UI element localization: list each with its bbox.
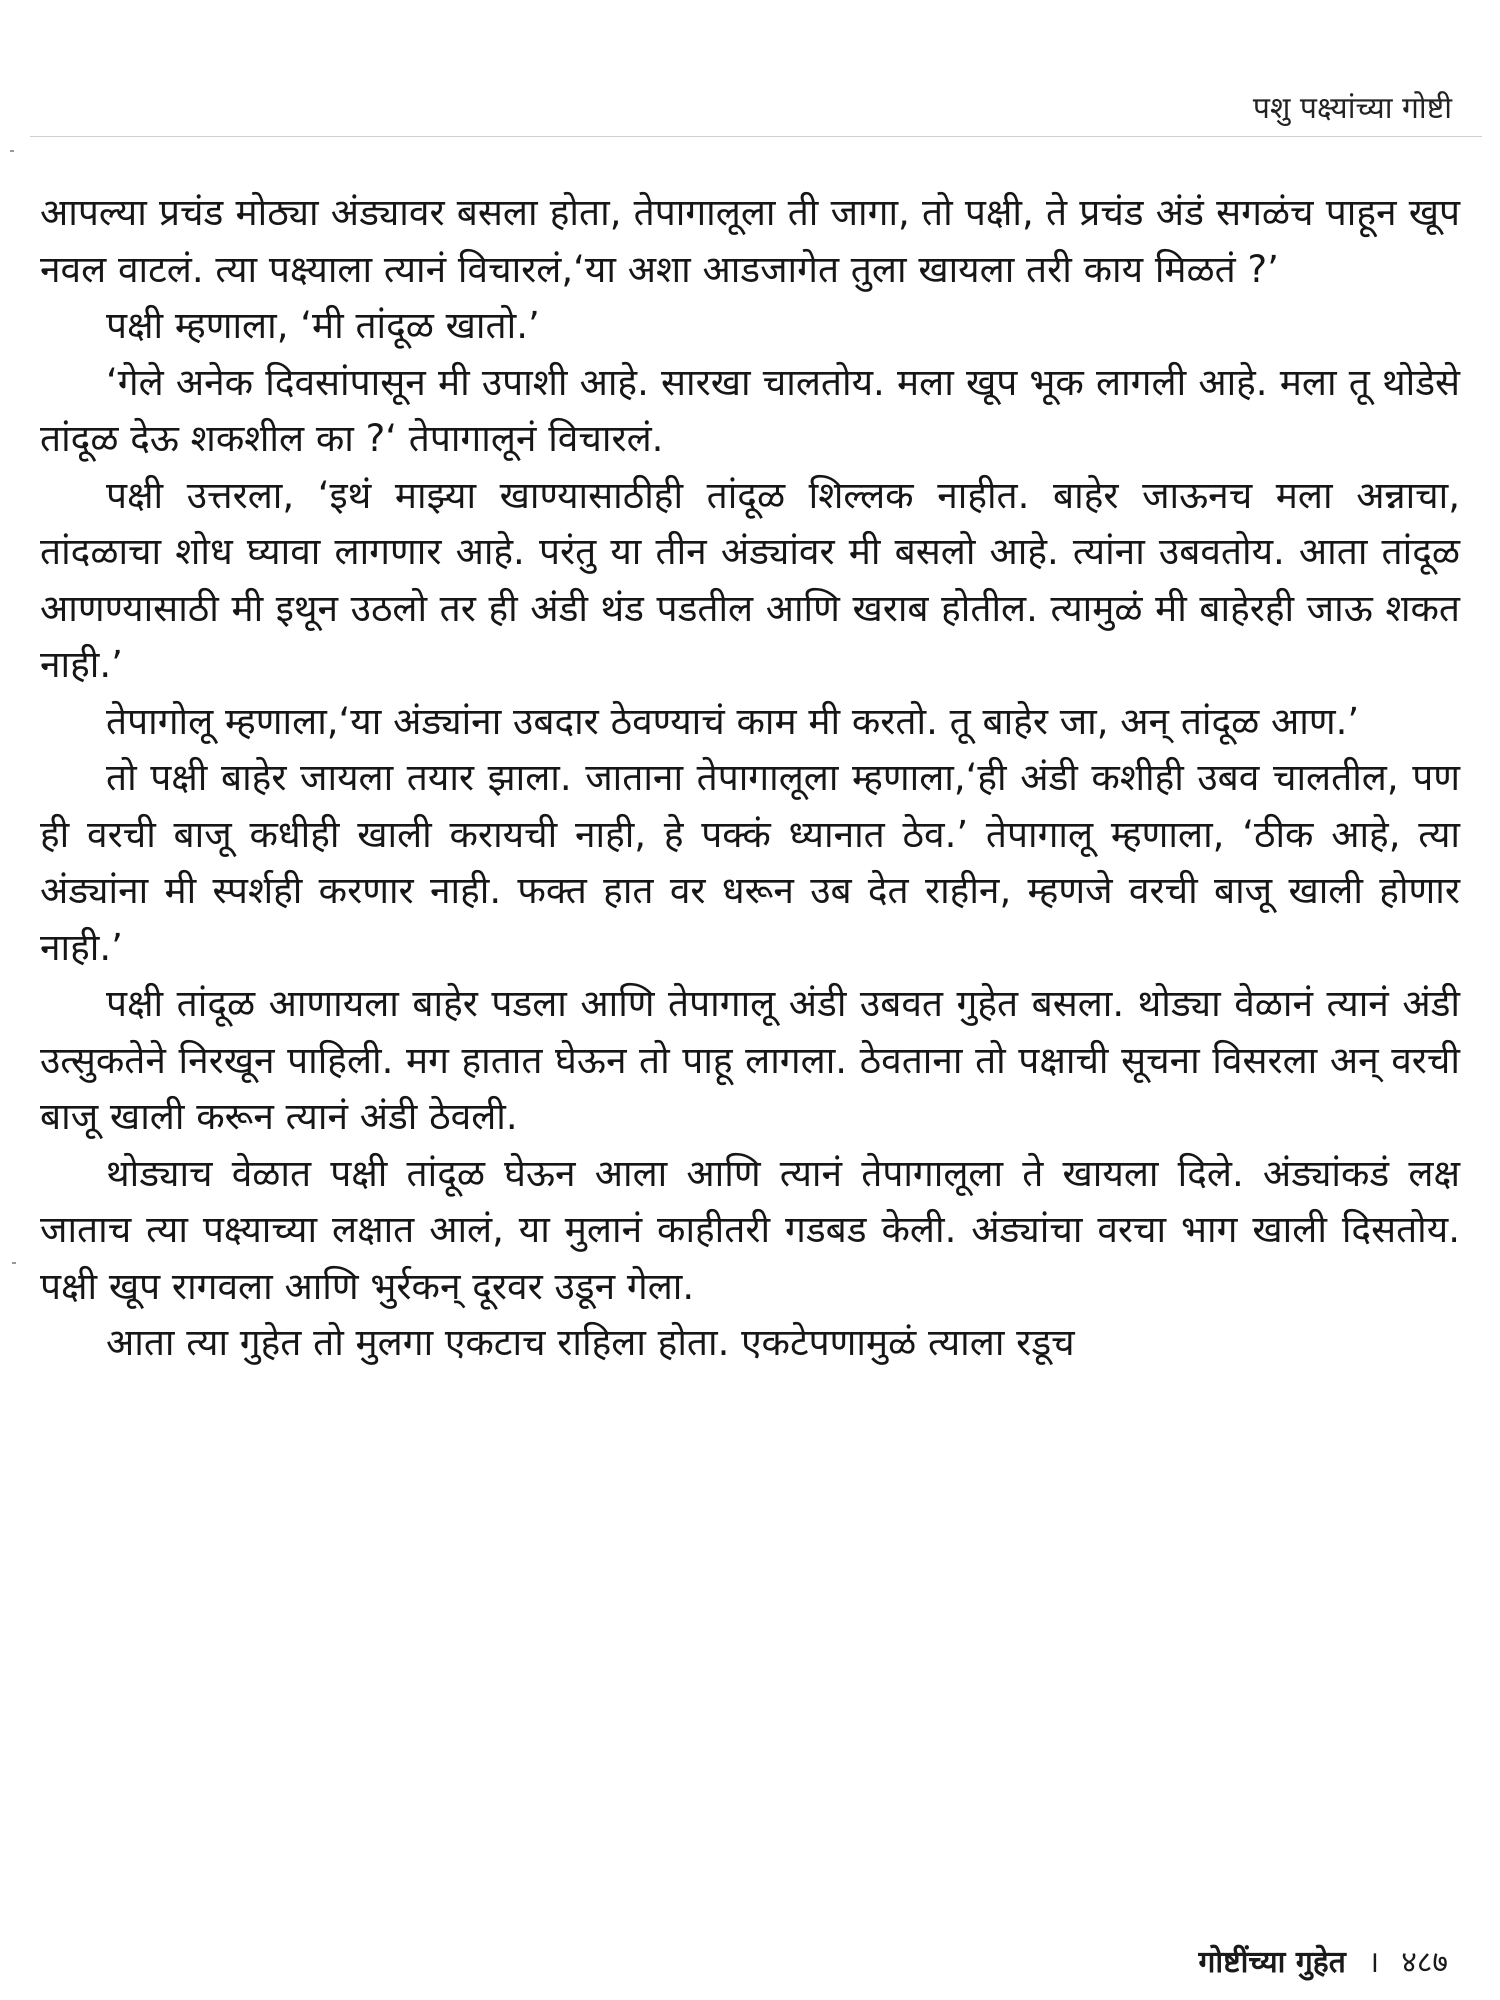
footer-book-title: गोष्टींच्या गुहेत xyxy=(1198,1945,1346,1980)
margin-speck xyxy=(12,1262,16,1264)
paragraph: आता त्या गुहेत तो मुलगा एकटाच राहिला होता. एकटेपणामुळं त्याला रडूच xyxy=(106,1321,1075,1364)
page-footer xyxy=(1198,1940,1448,1981)
paragraph: पक्षी म्हणाला, ‘मी तांदूळ खातो.’ xyxy=(106,304,540,347)
running-header: पशु पक्ष्यांच्या गोष्टी xyxy=(1252,91,1452,126)
paragraph: तो पक्षी बाहेर जायला तयार झाला. जाताना तेपागालूला म्हणाला,‘ही अंडी कशीही उबव चालतील, पण ही वरची बाजू कधीही खाली करायची नाही, हे पक्कं ध्यानात ठेव.’ तेपागालू म्हणाला, ‘ठीक आहे, त्या अंड्यांना मी स्पर्शही करणार नाही. फक्त हात वर धरून उब देत राहीन, म्हणजे वरची बाजू खाली होणार नाही.’ xyxy=(40,756,1460,969)
header-rule xyxy=(30,136,1482,137)
margin-speck xyxy=(10,150,14,152)
paragraph: आपल्या प्रचंड मोठ्या अंड्यावर बसला होता, तेपागालूला ती जागा, तो पक्षी, ते प्रचंड अंडं सगळंच पाहून खूप नवल वाटलं. त्या पक्ष्याला त्यानं विचारलं,‘या अशा आडजागेत तुला खायला तरी काय मिळतं ?’ xyxy=(40,191,1460,291)
page-number: ४८७ xyxy=(1401,1945,1448,1980)
paragraph: थोड्याच वेळात पक्षी तांदूळ घेऊन आला आणि त्यानं तेपागालूला ते खायला दिले. अंड्यांकडं लक्ष जाताच त्या पक्ष्याच्या लक्षात आलं, या मुलानं काहीतरी गडबड केली. अंड्यांचा वरचा भाग खाली दिसतोय. पक्षी खूप रागवला आणि भुर्रकन् दूरवर उडून गेला. xyxy=(40,1151,1460,1308)
paragraph: ‘गेले अनेक दिवसांपासून मी उपाशी आहे. सारखा चालतोय. मला खूप भूक लागली आहे. मला तू थोडेसे तांदूळ देऊ शकशील का ?‘ तेपागालूनं विचारलं. xyxy=(40,360,1460,460)
footer-separator: । xyxy=(1367,1945,1380,1980)
paragraph: पक्षी तांदूळ आणायला बाहेर पडला आणि तेपागालू अंडी उबवत गुहेत बसला. थोड्या वेळानं त्यानं अंडी उत्सुकतेने निरखून पाहिली. मग हातात घेऊन तो पाहू लागला. ठेवताना तो पक्षाची सूचना विसरला अन् वरची बाजू खाली करून त्यानं अंडी ठेवली. xyxy=(40,982,1460,1138)
paragraph: पक्षी उत्तरला, ‘इथं माझ्या खाण्यासाठीही तांदूळ शिल्लक नाहीत. बाहेर जाऊनच मला अन्नाचा, तांदळाचा शोध घ्यावा लागणार आहे. परंतु या तीन अंड्यांवर मी बसलो आहे. त्यांना उबवतोय. आता तांदूळ आणण्यासाठी मी इथून उठलो तर ही अंडी थंड पडतील आणि खराब होतील. त्यामुळं मी बाहेरही जाऊ शकत नाही.’ xyxy=(40,473,1460,686)
body-text xyxy=(40,185,1460,1372)
paragraph: तेपागोलू म्हणाला,‘या अंड्यांना उबदार ठेवण्याचं काम मी करतो. तू बाहेर जा, अन् तांदूळ आण.’ xyxy=(106,699,1360,743)
